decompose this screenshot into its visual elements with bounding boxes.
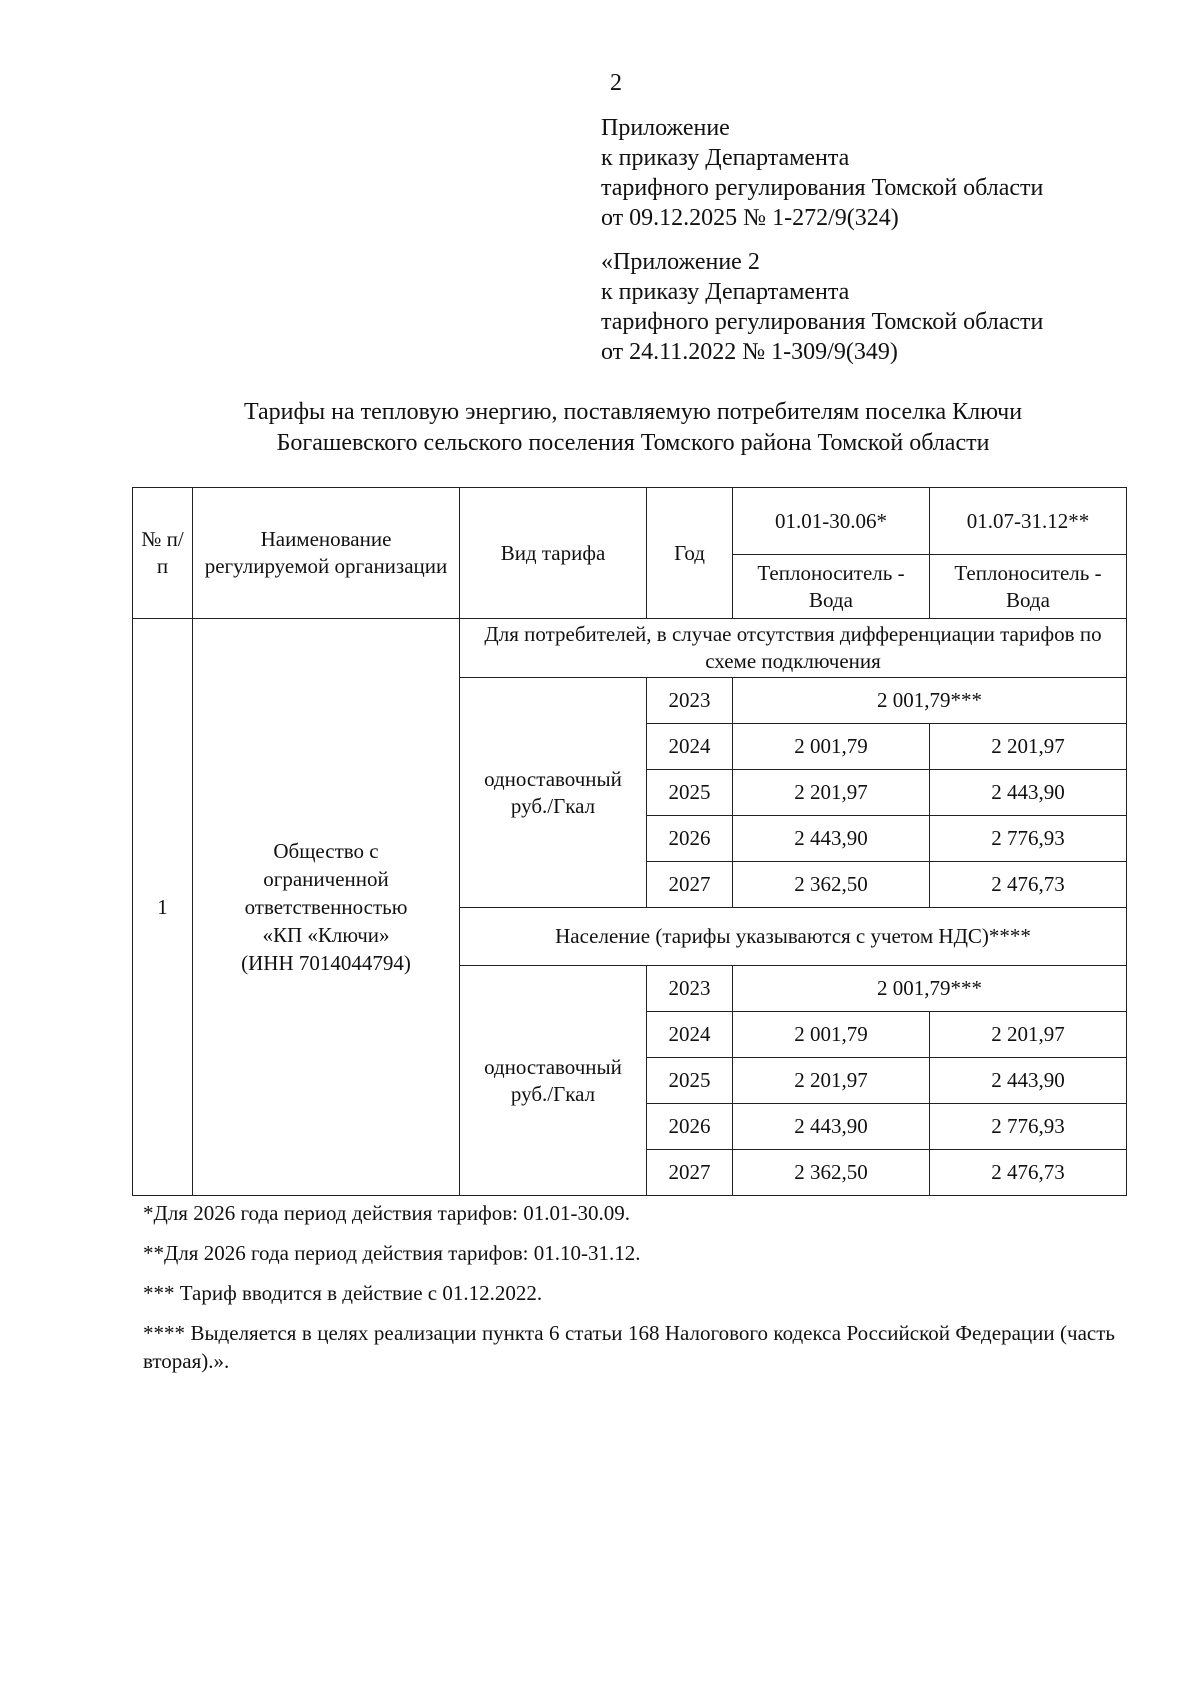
row-number: 1 [133,619,193,1196]
year-cell: 2024 [647,724,733,770]
appendix-line: к приказу Департамента [601,279,850,305]
value-cell: 2 362,50 [733,862,930,908]
tariff-type-line: одноставочный [484,766,622,791]
tariff-type-cell [460,678,647,908]
tariff-table [132,487,1127,1196]
value-cell: 2 201,97 [930,724,1127,770]
value-cell: 2 201,97 [930,1012,1127,1058]
value-cell: 2 776,93 [930,1104,1127,1150]
year-cell: 2026 [647,816,733,862]
year-cell: 2027 [647,1150,733,1196]
header-number: № п/п [133,488,193,619]
header-period-2: 01.07-31.12** [930,488,1127,555]
org-line: Общество с [273,839,379,863]
year-cell: 2023 [647,678,733,724]
year-cell: 2026 [647,1104,733,1150]
appendix-line: от 24.11.2022 № 1-309/9(349) [601,339,898,365]
document-title [133,397,1133,459]
appendix-line: Приложение [601,115,730,141]
merged-value-cell: 2 001,79*** [733,966,1127,1012]
year-cell: 2024 [647,1012,733,1058]
year-cell: 2027 [647,862,733,908]
header-tariff-type: Вид тарифа [460,488,647,619]
year-cell: 2025 [647,1058,733,1104]
tariff-type-line: руб./Гкал [510,1081,596,1106]
value-cell: 2 201,97 [733,770,930,816]
title-line: Тарифы на тепловую энергию, поставляемую потребителям поселка Ключи [243,399,1023,425]
value-cell: 2 001,79 [733,724,930,770]
section-caption: Для потребителей, в случае отсутствия дифференциации тарифов по схеме подключения [460,619,1127,678]
footnote: *Для 2026 года период действия тарифов: 01.01-30.09. [143,1201,630,1225]
value-cell: 2 476,73 [930,862,1127,908]
appendix-header [601,113,1161,233]
header-period-1: 01.01-30.06* [733,488,930,555]
section-caption: Население (тарифы указываются с учетом НДС)**** [460,908,1127,966]
org-line: ограниченной [263,867,389,891]
tariff-type-line: одноставочный [484,1054,622,1079]
value-cell: 2 776,93 [930,816,1127,862]
footnote: **Для 2026 года период действия тарифов: 01.10-31.12. [143,1241,641,1265]
value-cell: 2 201,97 [733,1058,930,1104]
value-cell: 2 443,90 [930,770,1127,816]
merged-value-cell: 2 001,79*** [733,678,1127,724]
org-line: ответственностью [244,895,408,919]
page-number: 2 [610,70,622,96]
header-organization: Наименование регулируемой организации [193,488,460,619]
appendix-line: к приказу Департамента [601,145,850,171]
appendix-line: тарифного регулирования Томской области [601,175,1044,201]
header-carrier-2: Теплоноситель - Вода [930,555,1127,619]
title-line: Богашевского сельского поселения Томского района Томской области [276,430,990,456]
value-cell: 2 443,90 [930,1058,1127,1104]
header-year: Год [647,488,733,619]
value-cell: 2 443,90 [733,1104,930,1150]
year-cell: 2025 [647,770,733,816]
appendix-line: «Приложение 2 [601,249,760,275]
org-line: «КП «Ключи» [262,923,390,947]
org-line: (ИНН 7014044794) [241,951,411,975]
footnotes [143,1199,1115,1387]
tariff-type-line: руб./Гкал [510,793,596,818]
footnote: *** Тариф вводится в действие с 01.12.2022. [143,1281,543,1305]
appendix-line: от 09.12.2025 № 1-272/9(324) [601,205,899,231]
year-cell: 2023 [647,966,733,1012]
footnote: **** Выделяется в целях реализации пункта 6 статьи 168 Налогового кодекса Российской Федерации (часть вторая).». [143,1321,1115,1373]
organization-name [193,619,460,1196]
previous-appendix-header [601,247,1161,367]
appendix-line: тарифного регулирования Томской области [601,309,1044,335]
value-cell: 2 362,50 [733,1150,930,1196]
value-cell: 2 476,73 [930,1150,1127,1196]
header-carrier-1: Теплоноситель - Вода [733,555,930,619]
value-cell: 2 443,90 [733,816,930,862]
tariff-type-cell [460,966,647,1196]
value-cell: 2 001,79 [733,1012,930,1058]
